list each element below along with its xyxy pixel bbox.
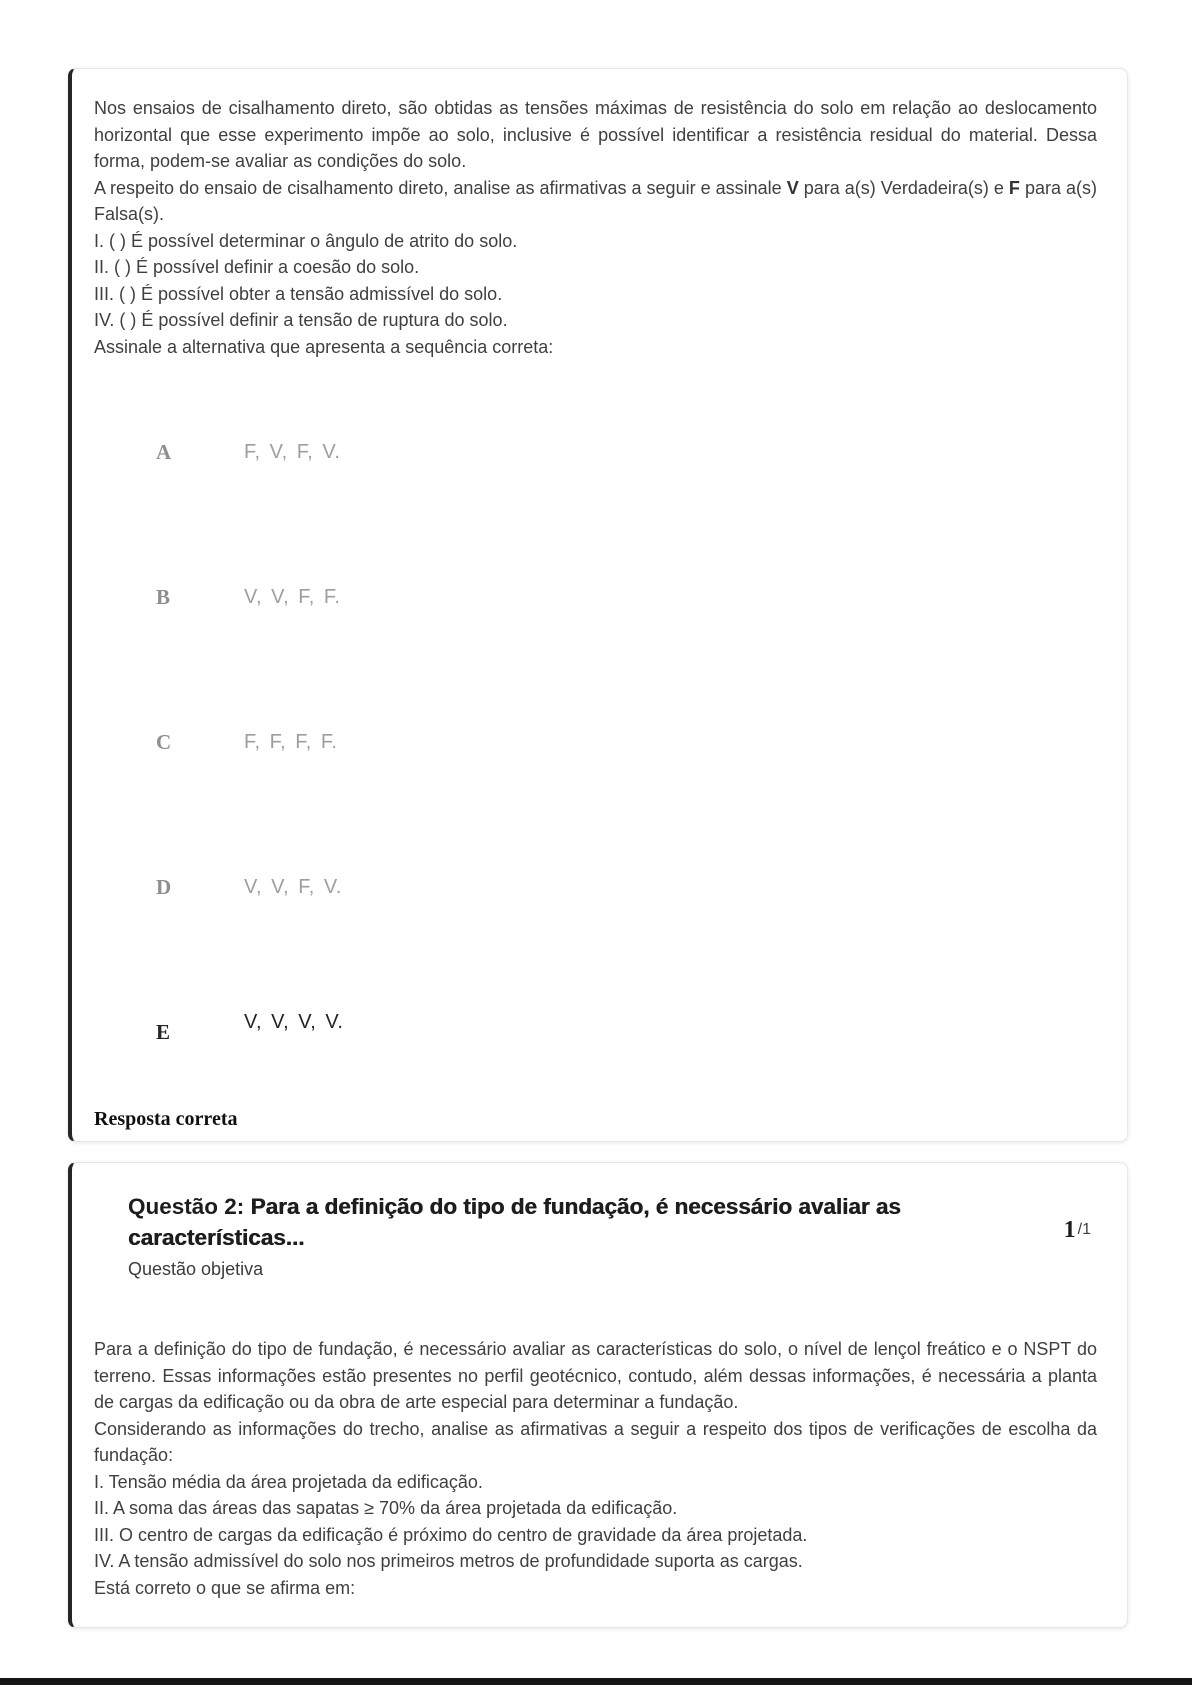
question-2-statement xyxy=(72,1336,1127,1601)
question-1-item-2: II. ( ) É possível definir a coesão do solo. xyxy=(94,257,420,277)
option-d[interactable] xyxy=(72,815,1127,960)
question-2-title-text: Para a definição do tipo de fundação, é necessário avaliar as características... xyxy=(128,1194,901,1250)
question-1-item-4: IV. ( ) É possível definir a tensão de ruptura do solo. xyxy=(94,310,508,330)
instruction-bold-v: V xyxy=(786,177,799,198)
question-1-closing: Assinale a alternativa que apresenta a sequência correta: xyxy=(94,336,554,357)
option-a-letter: A xyxy=(156,440,172,464)
instruction-bold-f: F xyxy=(1008,177,1020,198)
option-e-selected[interactable] xyxy=(72,960,1127,1105)
page-break-bar xyxy=(0,1678,1192,1685)
question-1-paragraph-1: Nos ensaios de cisalhamento direto, são obtidas as tensões máximas de resistência do solo em relação ao deslocamento horizontal que esse experimento impõe ao solo, inclusive é possível identificar a resistência residual do material. Dessa forma, podem-se avaliar as condições do solo. xyxy=(94,98,1097,171)
question-2-item-3: III. O centro de cargas da edificação é próximo do centro de gravidade da área projetada. xyxy=(94,1524,808,1545)
question-1-instruction xyxy=(94,175,1097,228)
option-c-text: F, F, F, F. xyxy=(244,731,338,753)
score-badge xyxy=(1064,1217,1091,1244)
option-a-text: F, V, F, V. xyxy=(244,441,341,463)
option-c-letter: C xyxy=(156,730,172,754)
correct-answer-label: Resposta correta xyxy=(94,1108,238,1130)
question-2-paragraph-2: Considerando as informações do trecho, analise as afirmativas a seguir a respeito dos tipos de verificações de escolha da fundação: xyxy=(94,1418,1097,1465)
instruction-text-part: para a(s) Verdadeira(s) e xyxy=(798,177,1009,198)
option-a[interactable] xyxy=(72,380,1127,525)
question-2-paragraph-1: Para a definição do tipo de fundação, é necessário avaliar as características do solo, o nível de lençol freático e o NSPT do terreno. Essas informações estão presentes no perfil geotécnico, contudo, além dessas informações, é necessária a planta de cargas da edificação ou da obra de arte especial para determinar a fundação. xyxy=(94,1339,1097,1412)
question-1-statement xyxy=(72,69,1127,360)
question-1-card xyxy=(68,68,1128,1142)
question-1-item-1: I. ( ) É possível determinar o ângulo de atrito do solo. xyxy=(94,230,518,251)
question-2-item-4: IV. A tensão admissível do solo nos primeiros metros de profundidade suporta as cargas. xyxy=(94,1551,803,1571)
question-2-number: Questão 2: xyxy=(128,1194,251,1219)
score-value: 1 xyxy=(1063,1217,1076,1243)
question-2-header xyxy=(72,1163,1127,1253)
option-b-text: V, V, F, F. xyxy=(244,586,341,608)
option-d-text: V, V, F, V. xyxy=(244,876,342,898)
option-e-text: V, V, V, V. xyxy=(244,1011,344,1033)
question-2-title xyxy=(128,1191,973,1253)
instruction-text-part: para a(s) Falsa(s). xyxy=(94,177,1097,224)
question-2-item-1: I. Tensão média da área projetada da edificação. xyxy=(94,1471,483,1492)
option-e-letter: E xyxy=(156,1020,171,1044)
question-2-item-2: II. A soma das áreas das sapatas ≥ 70% da área projetada da edificação. xyxy=(94,1498,678,1518)
answer-options-list xyxy=(72,380,1127,1105)
question-1-item-3: III. ( ) É possível obter a tensão admissível do solo. xyxy=(94,283,503,304)
question-2-closing: Está correto o que se afirma em: xyxy=(94,1577,356,1598)
question-type-label: Questão objetiva xyxy=(128,1259,264,1279)
option-b-letter: B xyxy=(156,585,171,609)
option-b[interactable] xyxy=(72,525,1127,670)
instruction-text-part: A respeito do ensaio de cisalhamento direto, analise as afirmativas a seguir e assinale xyxy=(94,177,787,198)
question-2-card xyxy=(68,1162,1128,1628)
option-d-letter: D xyxy=(156,875,172,899)
option-c[interactable] xyxy=(72,670,1127,815)
score-total: /1 xyxy=(1077,1221,1091,1238)
